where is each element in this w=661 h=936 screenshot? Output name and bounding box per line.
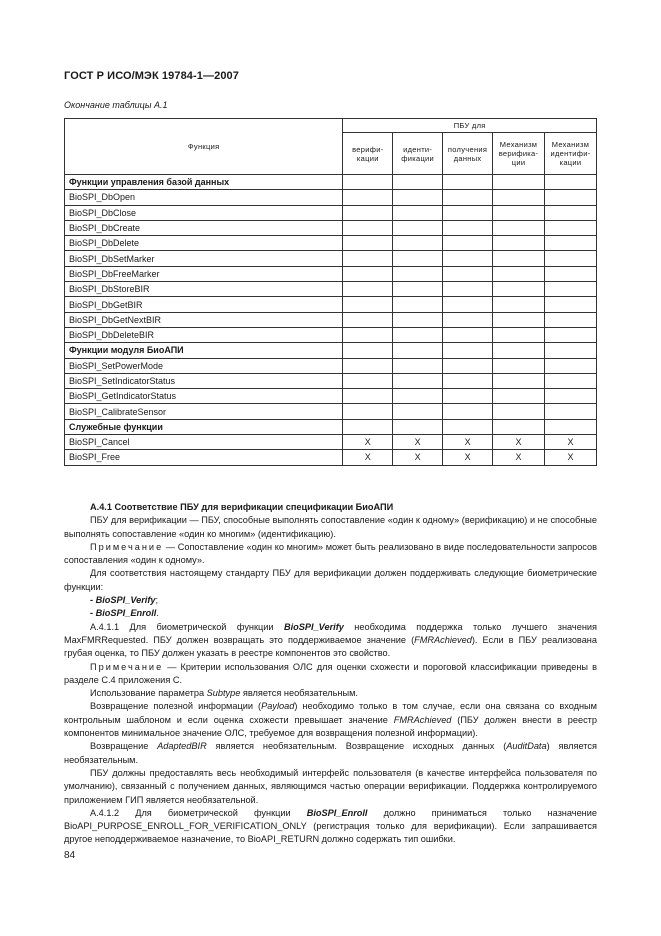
support-mark: [545, 266, 597, 281]
support-mark: [545, 251, 597, 266]
paragraph: А.4.1.1 Для биометрической функции BioSPI_Verify необходима поддержка только лучшего значения MaxFMRRequested. ПБУ должен возвращать это поддерживаемое значение (FMRAchieved). Если в ПБУ реализована грубая оценка, то ПБУ должен указать в реестре компонентов это свойство.: [64, 621, 598, 659]
support-mark: [443, 312, 493, 327]
function-name: Функции управления базой данных: [65, 175, 343, 190]
function-name: BioSPI_DbGetBIR: [65, 297, 343, 312]
support-mark: [545, 404, 597, 419]
support-mark: [443, 205, 493, 220]
support-mark: [545, 190, 597, 205]
support-mark: [343, 266, 393, 281]
support-mark: [443, 282, 493, 297]
support-mark: [545, 389, 597, 404]
support-mark: [393, 373, 443, 388]
support-mark: [443, 419, 493, 434]
support-mark: [343, 404, 393, 419]
document-header: ГОСТ Р ИСО/МЭК 19784-1—2007: [64, 70, 239, 82]
support-mark: X: [545, 435, 597, 450]
support-mark: [443, 404, 493, 419]
support-mark: [393, 404, 443, 419]
note-label: Примечание: [90, 661, 164, 672]
support-mark: X: [343, 450, 393, 465]
support-mark: [393, 358, 443, 373]
support-mark: [393, 236, 443, 251]
table-row: [65, 312, 597, 327]
note-label: Примечание: [90, 541, 164, 552]
table-section-row: [65, 343, 597, 358]
support-mark: [343, 175, 393, 190]
table-section-row: [65, 175, 597, 190]
support-mark: [545, 236, 597, 251]
support-mark: [343, 327, 393, 342]
support-mark: [493, 389, 545, 404]
support-mark: [493, 343, 545, 358]
support-mark: [545, 373, 597, 388]
support-mark: [443, 327, 493, 342]
support-mark: [493, 327, 545, 342]
support-mark: [493, 297, 545, 312]
function-name: BioSPI_DbClose: [65, 205, 343, 220]
support-mark: [393, 327, 443, 342]
table-row: [65, 220, 597, 235]
support-mark: [343, 236, 393, 251]
support-mark: [545, 297, 597, 312]
support-mark: [545, 312, 597, 327]
support-mark: [393, 419, 443, 434]
support-mark: [443, 266, 493, 281]
function-name: Служебные функции: [65, 419, 343, 434]
support-mark: [343, 251, 393, 266]
table-row: [65, 266, 597, 281]
support-mark: [443, 373, 493, 388]
support-mark: [443, 389, 493, 404]
function-name: BioSPI_CalibrateSensor: [65, 404, 343, 419]
table-row: [65, 282, 597, 297]
support-mark: [493, 205, 545, 220]
support-mark: [545, 419, 597, 434]
table-row: [65, 389, 597, 404]
function-name: BioSPI_SetIndicatorStatus: [65, 373, 343, 388]
support-mark: [343, 282, 393, 297]
support-mark: [493, 175, 545, 190]
table-row: [65, 435, 597, 450]
function-name: BioSPI_DbCreate: [65, 220, 343, 235]
support-mark: [545, 220, 597, 235]
column-header-function: Функция: [65, 119, 343, 175]
table-caption: Окончание таблицы А.1: [64, 100, 168, 110]
function-name: BioSPI_DbDeleteBIR: [65, 327, 343, 342]
support-mark: [493, 266, 545, 281]
support-mark: [343, 373, 393, 388]
support-mark: X: [545, 450, 597, 465]
table-row: [65, 251, 597, 266]
paragraph: ПБУ должны предоставлять весь необходимый интерфейс пользователя (в качестве интерфейса пользователя по умолчанию), связанный с получением данных, являющимся частью операции верификации. Поддержка контролируемого приложением ГИП является необязательной.: [64, 767, 597, 805]
note: Примечание — Сопоставление «один ко многим» может быть реализовано в виде последовательности запросов сопоставления «один к одному».: [64, 541, 597, 566]
function-name: BioSPI_DbGetNextBIR: [65, 312, 343, 327]
paragraph: А.4.1.2 Для биометрической функции BioSPI_Enroll должно приниматься только назначение BioAPI_PURPOSE_ENROLL_FOR_VERIFICATION_ONLY (регистрация только для верификации). Если запрашивается другое неподдерживаемое назначение, то BioAPI_RETURN должно содержать тип ошибки.: [64, 807, 597, 845]
support-mark: [393, 312, 443, 327]
support-mark: [493, 373, 545, 388]
function-name: BioSPI_Free: [65, 450, 343, 465]
function-name: Функции модуля БиоАПИ: [65, 343, 343, 358]
support-mark: [343, 358, 393, 373]
support-mark: [493, 404, 545, 419]
table-section-row: [65, 419, 597, 434]
support-mark: X: [443, 450, 493, 465]
table-row: [65, 373, 597, 388]
paragraph: Использование параметра Subtype является необязательным.: [90, 688, 358, 699]
function-name: BioSPI_DbFreeMarker: [65, 266, 343, 281]
support-mark: [343, 205, 393, 220]
support-mark: [393, 175, 443, 190]
support-mark: [493, 236, 545, 251]
support-mark: [545, 205, 597, 220]
support-mark: [493, 358, 545, 373]
table-row: [65, 190, 597, 205]
support-mark: [545, 282, 597, 297]
note: Примечание — Критерии использования ОЛС для оценки схожести и пороговой классификации приведены в разделе С.4 приложения С.: [64, 661, 597, 685]
function-name: BioSPI_DbDelete: [65, 236, 343, 251]
body-text: [64, 501, 597, 847]
column-header-sub: получения данных: [443, 133, 493, 175]
function-name: BioSPI_DbOpen: [65, 190, 343, 205]
support-mark: [343, 312, 393, 327]
column-group-header: ПБУ для: [343, 119, 597, 133]
function-name: BioSPI_DbStoreBIR: [65, 282, 343, 297]
support-mark: [343, 297, 393, 312]
support-mark: X: [443, 435, 493, 450]
support-mark: [443, 190, 493, 205]
paragraph: Возвращение AdaptedBIR является необязательным. Возвращение исходных данных (AuditData) является необязательным.: [64, 741, 597, 765]
section-heading: А.4.1 Соответствие ПБУ для верификации спецификации БиоАПИ: [90, 502, 394, 512]
support-mark: [393, 343, 443, 358]
support-mark: [393, 251, 443, 266]
list-item: - BioSPI_Verify;: [90, 595, 159, 606]
support-mark: [545, 327, 597, 342]
column-header-sub: верифи- кации: [343, 133, 393, 175]
support-mark: [493, 312, 545, 327]
column-header-sub: иденти- фикации: [393, 133, 443, 175]
support-mark: [393, 190, 443, 205]
column-header-sub: Механизм идентифи- кации: [545, 133, 597, 175]
support-mark: [393, 389, 443, 404]
function-name: BioSPI_SetPowerMode: [65, 358, 343, 373]
support-mark: [545, 343, 597, 358]
table-row: [65, 450, 597, 465]
support-mark: [443, 175, 493, 190]
support-mark: [545, 175, 597, 190]
page-number: 84: [64, 850, 76, 861]
table-row: [65, 236, 597, 251]
support-mark: [493, 282, 545, 297]
paragraph: Возвращение полезной информации (Payload) необходимо только в том случае, если она связана со входным контрольным шаблоном и если оценка схожести превышает значение FMRAchieved (ПБУ должен внести в реестр компонентов минимальное значение ОЛС, требуемое для возвращения полезной информации).: [64, 701, 597, 739]
support-mark: [393, 205, 443, 220]
support-mark: [443, 236, 493, 251]
support-mark: X: [393, 450, 443, 465]
table-row: [65, 327, 597, 342]
support-mark: [443, 297, 493, 312]
support-mark: X: [393, 435, 443, 450]
support-mark: [343, 220, 393, 235]
support-mark: [493, 190, 545, 205]
support-mark: [393, 282, 443, 297]
support-mark: [493, 419, 545, 434]
support-mark: [393, 266, 443, 281]
support-mark: [343, 389, 393, 404]
support-mark: [443, 251, 493, 266]
support-mark: X: [493, 435, 545, 450]
support-mark: [343, 419, 393, 434]
paragraph: ПБУ для верификации — ПБУ, способные выполнять сопоставление «один к одному» (верификацию) и не способные выполнять сопоставление «один ко многим» (идентификацию).: [64, 515, 597, 539]
support-mark: [443, 358, 493, 373]
function-name: BioSPI_Cancel: [65, 435, 343, 450]
table-row: [65, 358, 597, 373]
list-item: - BioSPI_Enroll.: [90, 608, 159, 619]
support-mark: X: [493, 450, 545, 465]
support-mark: [493, 251, 545, 266]
support-mark: [443, 220, 493, 235]
functions-table: [64, 118, 597, 466]
support-mark: [393, 220, 443, 235]
support-mark: [545, 358, 597, 373]
support-mark: [343, 190, 393, 205]
column-header-sub: Механизм верифика- ции: [493, 133, 545, 175]
support-mark: [493, 220, 545, 235]
table-row: [65, 404, 597, 419]
support-mark: [343, 343, 393, 358]
table-row: [65, 205, 597, 220]
support-mark: [393, 297, 443, 312]
paragraph: Для соответствия настоящему стандарту ПБУ для верификации должен поддерживать следующие биометрические функции:: [64, 568, 597, 592]
support-mark: X: [343, 435, 393, 450]
table-row: [65, 297, 597, 312]
function-name: BioSPI_DbSetMarker: [65, 251, 343, 266]
support-mark: [443, 343, 493, 358]
function-name: BioSPI_GetIndicatorStatus: [65, 389, 343, 404]
